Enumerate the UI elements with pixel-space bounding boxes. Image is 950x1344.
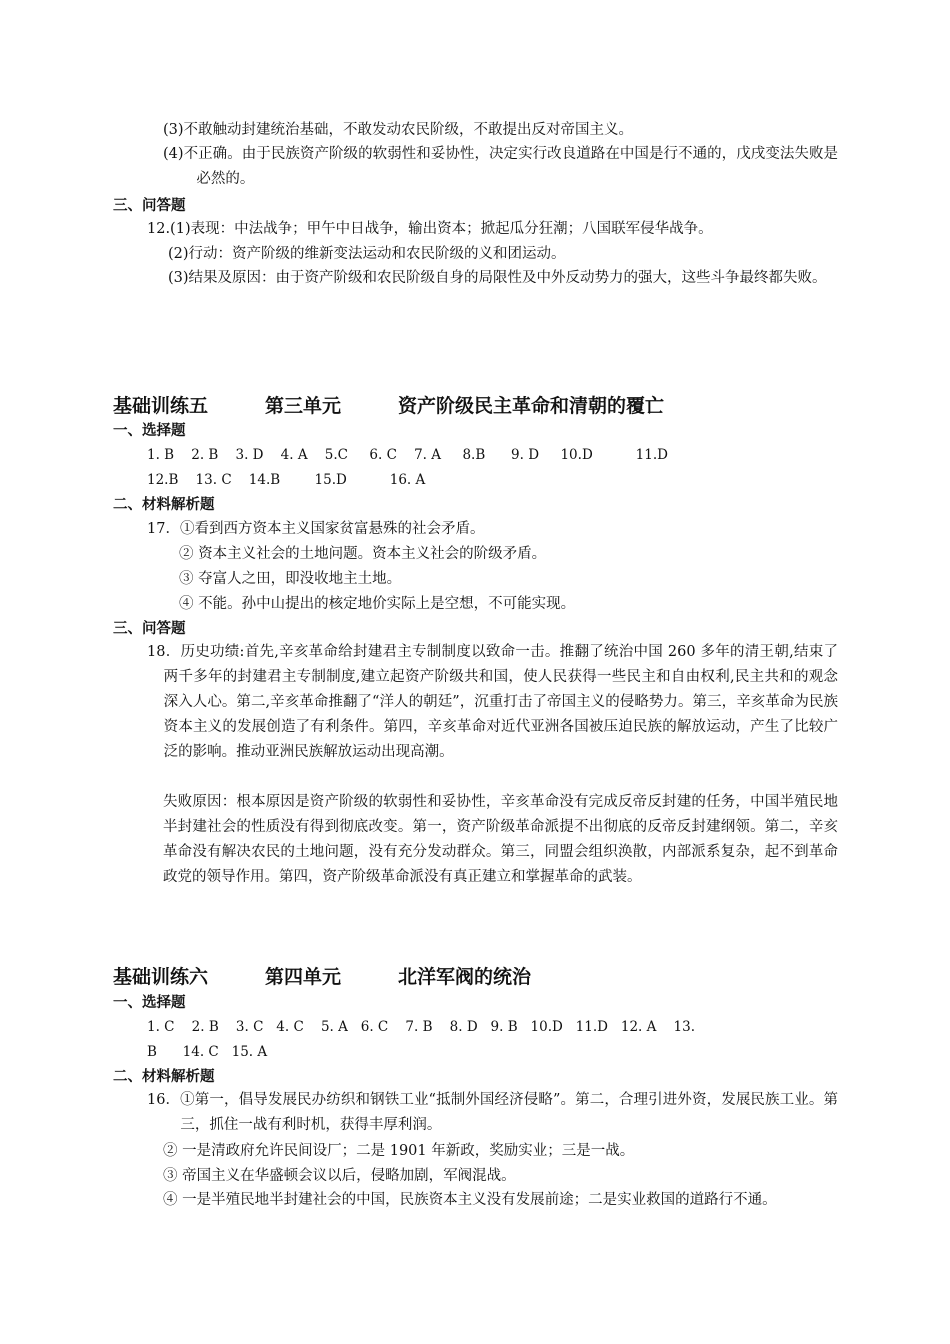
q12-part3 — [168, 266, 838, 291]
q16-part4-text: ④ 一是半殖民地半封建社会的中国，民族资本主义没有发展前途；二是实业救国的道路行不通。 — [163, 1192, 777, 1208]
q17-part4: ④ 不能。孙中山提出的核定地价实际上是空想，不可能实现。 — [179, 596, 576, 612]
q12-part3-text: (3)结果及原因：由于资产阶级和农民阶级自身的局限性及中外反动势力的强大，这些斗争最终都失败。 — [168, 270, 827, 286]
unit5-section-choice: 一、选择题 — [113, 423, 186, 439]
q16-part1-text: 16．①第一，倡导发展民办纺织和钢铁工业“抵制外国经济侵略”。第二，合理引进外资，发展民族工业。第三，抓住一战有利时机，获得丰厚利润。 — [147, 1092, 838, 1133]
q18-failure-reasons: 失败原因：根本原因是资产阶级的软弱性和妥协性，辛亥革命没有完成反帝反封建的任务，中国半殖民地半封建社会的性质没有得到彻底改变。第一，资产阶级革命派提不出彻底的反帝反封建纲领。第二，辛亥革命没有解决农民的土地问题，没有充分发动群众。第三，同盟会组织涣散，内部派系复杂，起不到革命政党的领导作用。第四，资产阶级革命派没有真正建立和掌握革命的武装。 — [163, 794, 838, 885]
unit5-title: 基础训练五 第三单元 资产阶级民主革命和清朝的覆亡 — [113, 395, 665, 417]
q18-achievements — [147, 640, 838, 765]
answer-item-3: (3)不敢触动封建统治基础，不敢发动农民阶级，不敢提出反对帝国主义。 — [163, 122, 634, 138]
q12-part1: 12.(1)表现：中法战争；甲午中日战争，输出资本；掀起瓜分狂潮；八国联军侵华战争。 — [147, 221, 713, 237]
unit6-choice-answers-line2: B 14. C 15. A — [147, 1044, 268, 1060]
unit5-section-material: 二、材料解析题 — [113, 497, 215, 513]
answer-item-4 — [163, 142, 838, 192]
q16-part4 — [163, 1188, 838, 1213]
answer-item-4-text: (4)不正确。由于民族资产阶级的软弱性和妥协性，决定实行改良道路在中国是行不通的，戊戌变法失败是必然的。 — [163, 146, 838, 187]
q17-part2: ② 资本主义社会的土地问题。资本主义社会的阶级矛盾。 — [179, 546, 547, 562]
unit5-choice-answers-line2: 12.B 13. C 14.B 15.D 16. A — [147, 472, 426, 488]
unit6-section-material: 二、材料解析题 — [113, 1069, 215, 1085]
q17-part1: 17．①看到西方资本主义国家贫富悬殊的社会矛盾。 — [147, 521, 485, 537]
q18-achievements-text: 18．历史功绩:首先,辛亥革命给封建君主专制制度以致命一击。推翻了统治中国 260 多年的清王朝,结束了两千多年的封建君主专制制度,建立起资产阶级共和国，使人民获得一些民主和自由权利,民主共和的观念深入人心。第二,辛亥革命推翻了“洋人的朝廷”，沉重打击了帝国主义的侵略势力。第三，辛亥革命为民族资本主义的发展创造了有利条件。第四，辛亥革命对近代亚洲各国被压迫民族的解放运动，产生了比较广泛的影响。推动亚洲民族解放运动出现高潮。 — [147, 644, 838, 760]
unit5-choice-answers-line1: 1. B 2. B 3. D 4. A 5.C 6. C 7. A 8.B 9. D 10.D 11.D — [147, 447, 668, 463]
unit5-section-essay: 三、问答题 — [113, 621, 186, 637]
q16-part1 — [147, 1088, 838, 1138]
q16-part3: ③ 帝国主义在华盛顿会议以后，侵略加剧，军阀混战。 — [163, 1168, 516, 1184]
unit6-section-choice: 一、选择题 — [113, 995, 186, 1011]
q16-part2: ② 一是清政府允许民间设厂；二是 1901 年新政，奖励实业；三是一战。 — [163, 1143, 635, 1159]
q12-part2: (2)行动：资产阶级的维新变法运动和农民阶级的义和团运动。 — [168, 246, 566, 262]
section-heading-essay: 三、问答题 — [113, 198, 186, 214]
q17-part3: ③ 夺富人之田，即没收地主土地。 — [179, 571, 402, 587]
unit6-choice-answers-line1: 1. C 2. B 3. C 4. C 5. A 6. C 7. B 8. D 9. B 10.D 11.D 12. A 13. — [147, 1019, 695, 1035]
unit6-title: 基础训练六 第四单元 北洋军阀的统治 — [113, 966, 532, 988]
